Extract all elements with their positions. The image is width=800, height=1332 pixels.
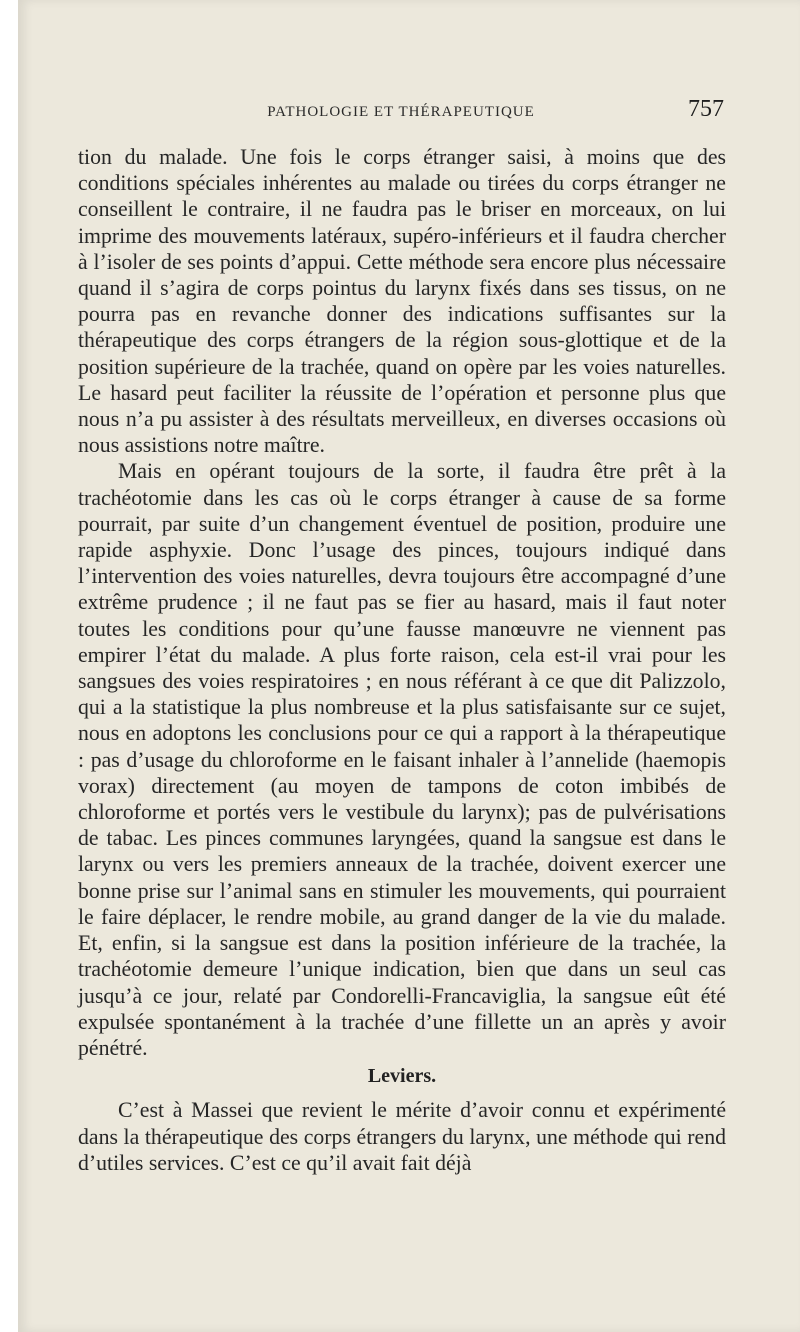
- body-text: [78, 144, 726, 1176]
- page-number: 757: [688, 96, 724, 122]
- book-page: [18, 0, 800, 1332]
- running-head: PATHOLOGIE ET THÉRAPEUTIQUE: [267, 104, 535, 120]
- paragraph-2: Mais en opérant toujours de la sorte, il faudra être prêt à la trachéotomie dans les cas où le corps étranger à cause de sa forme pourrait, par suite d’un changement éventuel de position, produire une rapide asphyxie. Donc l’usage des pinces, toujours indiqué dans l’intervention des voies naturelles, devra toujours être accompagné d’une extrême prudence ; il ne faut pas se fier au hasard, mais il faut noter toutes les conditions pour qu’une fausse manœuvre ne viennent pas empirer l’état du malade. A plus forte raison, cela est-il vrai pour les sangsues des voies respiratoires ; en nous référant à ce que dit Palizzolo, qui a la statistique la plus nombreuse et la plus satisfaisante sur ce sujet, nous en adoptons les conclusions pour ce qui a rapport à la thérapeutique : pas d’usage du chloroforme en le faisant inhaler à l’annelide (haemopis vorax) directement (au moyen de tampons de coton imbibés de chloroforme et portés vers le vestibule du larynx); pas de pulvérisations de tabac. Les pinces communes laryngées, quand la sangsue est dans le larynx ou vers les premiers anneaux de la trachée, doivent exercer une bonne prise sur l’animal sans en stimuler les mouvements, qui pourraient le faire déplacer, le rendre mobile, au grand danger de la vie du malade. Et, enfin, si la sangsue est dans la position inférieure de la trachée, la trachéotomie demeure l’unique indication, bien que dans un seul cas jusqu’à ce jour, relaté par Condorelli-Francaviglia, la sangsue eût été expulsée spontanément à la trachée d’une fillette un an après y avoir pénétré.: [78, 459, 726, 1060]
- paragraph-3: C’est à Massei que revient le mérite d’avoir connu et expérimenté dans la thérapeutique des corps étrangers du larynx, une méthode qui rend d’utiles services. C’est ce qu’il avait fait déjà: [78, 1098, 726, 1175]
- section-title: Leviers.: [367, 1065, 437, 1088]
- page-header: [78, 96, 724, 130]
- paragraph-1: tion du malade. Une fois le corps étranger saisi, à moins que des conditions spéciales inhérentes au malade ou tirées du corps étranger ne conseillent le contraire, il ne faudra pas le briser en morceaux, on lui imprime des mouvements latéraux, supéro-inférieurs et il faudra chercher à l’isoler de ses points d’appui. Cette méthode sera encore plus nécessaire quand il s’agira de corps pointus du larynx fixés dans ses tissus, on ne pourra pas en revanche donner des indications suffisantes sur la thérapeutique des corps étrangers de la région sous-glottique et de la position supérieure de la trachée, quand on opère par les voies naturelles. Le hasard peut faciliter la réussite de l’opération et personne plus que nous n’a pu assister à des résultats merveilleux, en diverses occasions où nous assistions notre maître.: [78, 145, 726, 458]
